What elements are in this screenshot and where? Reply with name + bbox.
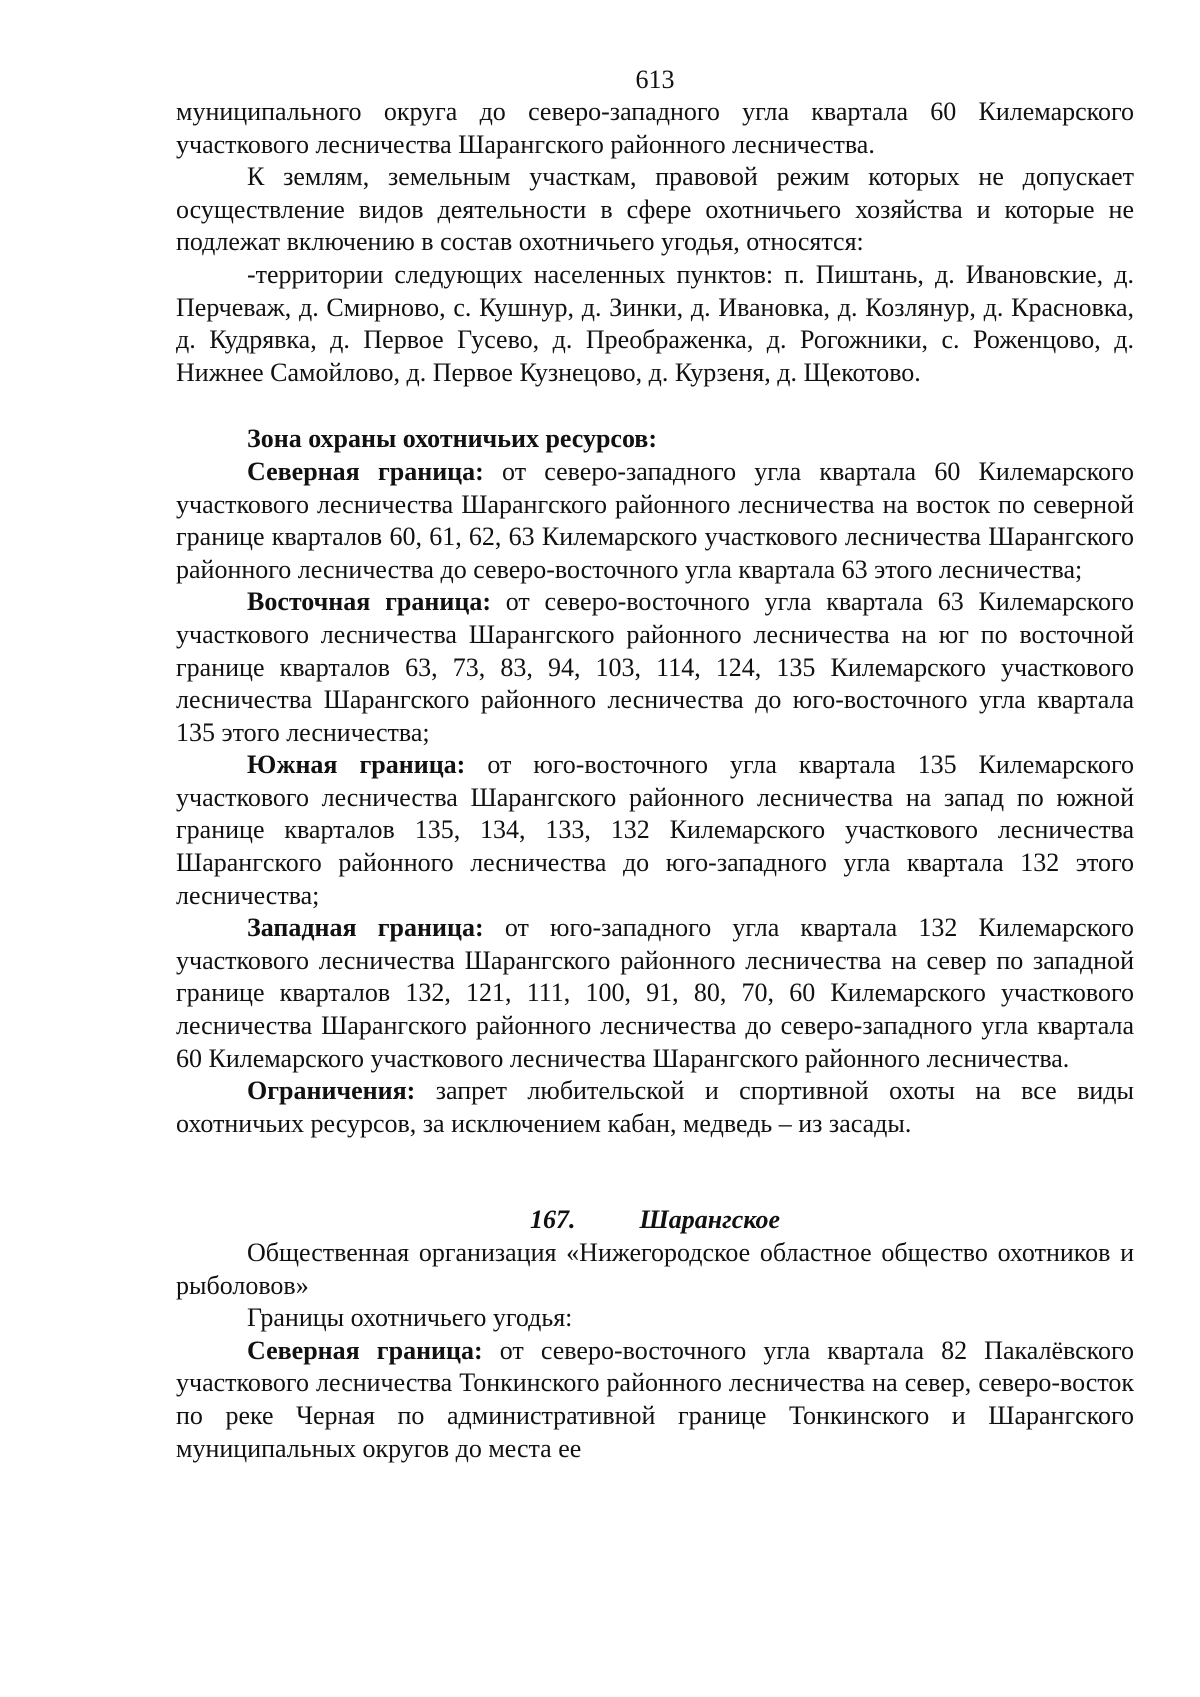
section-north-boundary — [176, 1335, 1134, 1465]
paragraph-intro-continuation: муниципального округа до северо-западного угла квартала 60 Килемарского участкового лесничества Шарангского районного лесничества. — [176, 97, 1134, 159]
section-boundaries-title: Границы охотничьего угодья: — [247, 1303, 573, 1333]
zone-north-boundary — [176, 456, 1134, 586]
document-page — [176, 64, 1134, 1465]
zone-north-label: Северная граница: — [247, 456, 484, 486]
spacer — [176, 1140, 1134, 1204]
zone-north-text: от северо-западного угла квартала 60 Килемарского участкового лесничества Шарангского районного лесничества на восток по северной границе кварталов 60, 61, 62, 63 Килемарского участкового лесничества Шарангского районного лесничества до северо-восточного угла квартала 63 этого лесничества; — [176, 456, 1134, 584]
section-number: 167. — [529, 1205, 576, 1235]
paragraph-settlements: -территории следующих населенных пунктов: п. Пиштань, д. Ивановские, д. Перчеваж, д. Смирново, с. Кушнур, д. Зинки, д. Ивановка, д. Козлянур, д. Красновка, д. Кудрявка, д. Первое Гусево, д. Преображенка, д. Рогожники, с. Роженцово, д. Нижнее Самойлово, д. Первое Кузнецово, д. Курзеня, д. Щекотово. — [176, 259, 1134, 387]
zone-limitations-text: запрет любительской и спортивной охоты на все виды охотничьих ресурсов, за исключением кабан, медведь – из засады. — [176, 1076, 1134, 1138]
zone-south-boundary — [176, 749, 1134, 912]
zone-south-label: Южная граница: — [247, 750, 466, 780]
zone-limitations-label: Ограничения: — [247, 1076, 416, 1106]
zone-title: Зона охраны охотничьих ресурсов: — [247, 424, 658, 454]
zone-east-boundary — [176, 586, 1134, 749]
section-name: Шарангское — [639, 1205, 781, 1235]
zone-west-text: от юго-западного угла квартала 132 Килемарского участкового лесничества Шарангского районного лесничества на север по западной границе кварталов 132, 121, 111, 100, 91, 80, 70, 60 Килемарского участкового лесничества Шарангского районного лесничества до северо-западного угла квартала 60 Килемарского участкового лесничества Шарангского районного лесничества. — [176, 913, 1134, 1073]
section-heading — [176, 1204, 1134, 1237]
section-north-label: Северная граница: — [247, 1335, 483, 1365]
paragraph-lands-excluded: К землям, земельным участкам, правовой режим которых не допускает осуществление видов деятельности в сфере охотничьего хозяйства и которые не подлежат включению в состав охотничьего угодья, относятся: — [176, 162, 1134, 257]
zone-west-label: Западная граница: — [247, 913, 484, 943]
zone-east-label: Восточная граница: — [247, 587, 491, 617]
section-organization: Общественная организация «Нижегородское областное общество охотников и рыболовов» — [176, 1238, 1134, 1300]
page-number: 613 — [635, 65, 675, 94]
zone-east-text: от северо-восточного угла квартала 63 Килемарского участкового лесничества Шарангского районного лесничества на юг по восточной границе кварталов 63, 73, 83, 94, 103, 114, 124, 135 Килемарского участкового лесничества Шарангского районного лесничества до юго-восточного угла квартала 135 этого лесничества; — [176, 587, 1134, 747]
spacer — [176, 389, 1134, 423]
zone-west-boundary — [176, 912, 1134, 1075]
section-north-text: от северо-восточного угла квартала 82 Пакалёвского участкового лесничества Тонкинского районного лесничества на север, северо-восток по реке Черная по административной границе Тонкинского и Шарангского муниципальных округов до места ее — [176, 1335, 1135, 1463]
zone-limitations — [176, 1075, 1134, 1140]
zone-south-text: от юго-восточного угла квартала 135 Килемарского участкового лесничества Шарангского районного лесничества на запад по южной границе кварталов 135, 134, 133, 132 Килемарского участкового лесничества Шарангского районного лесничества до юго-западного угла квартала 132 этого лесничества; — [176, 750, 1135, 910]
